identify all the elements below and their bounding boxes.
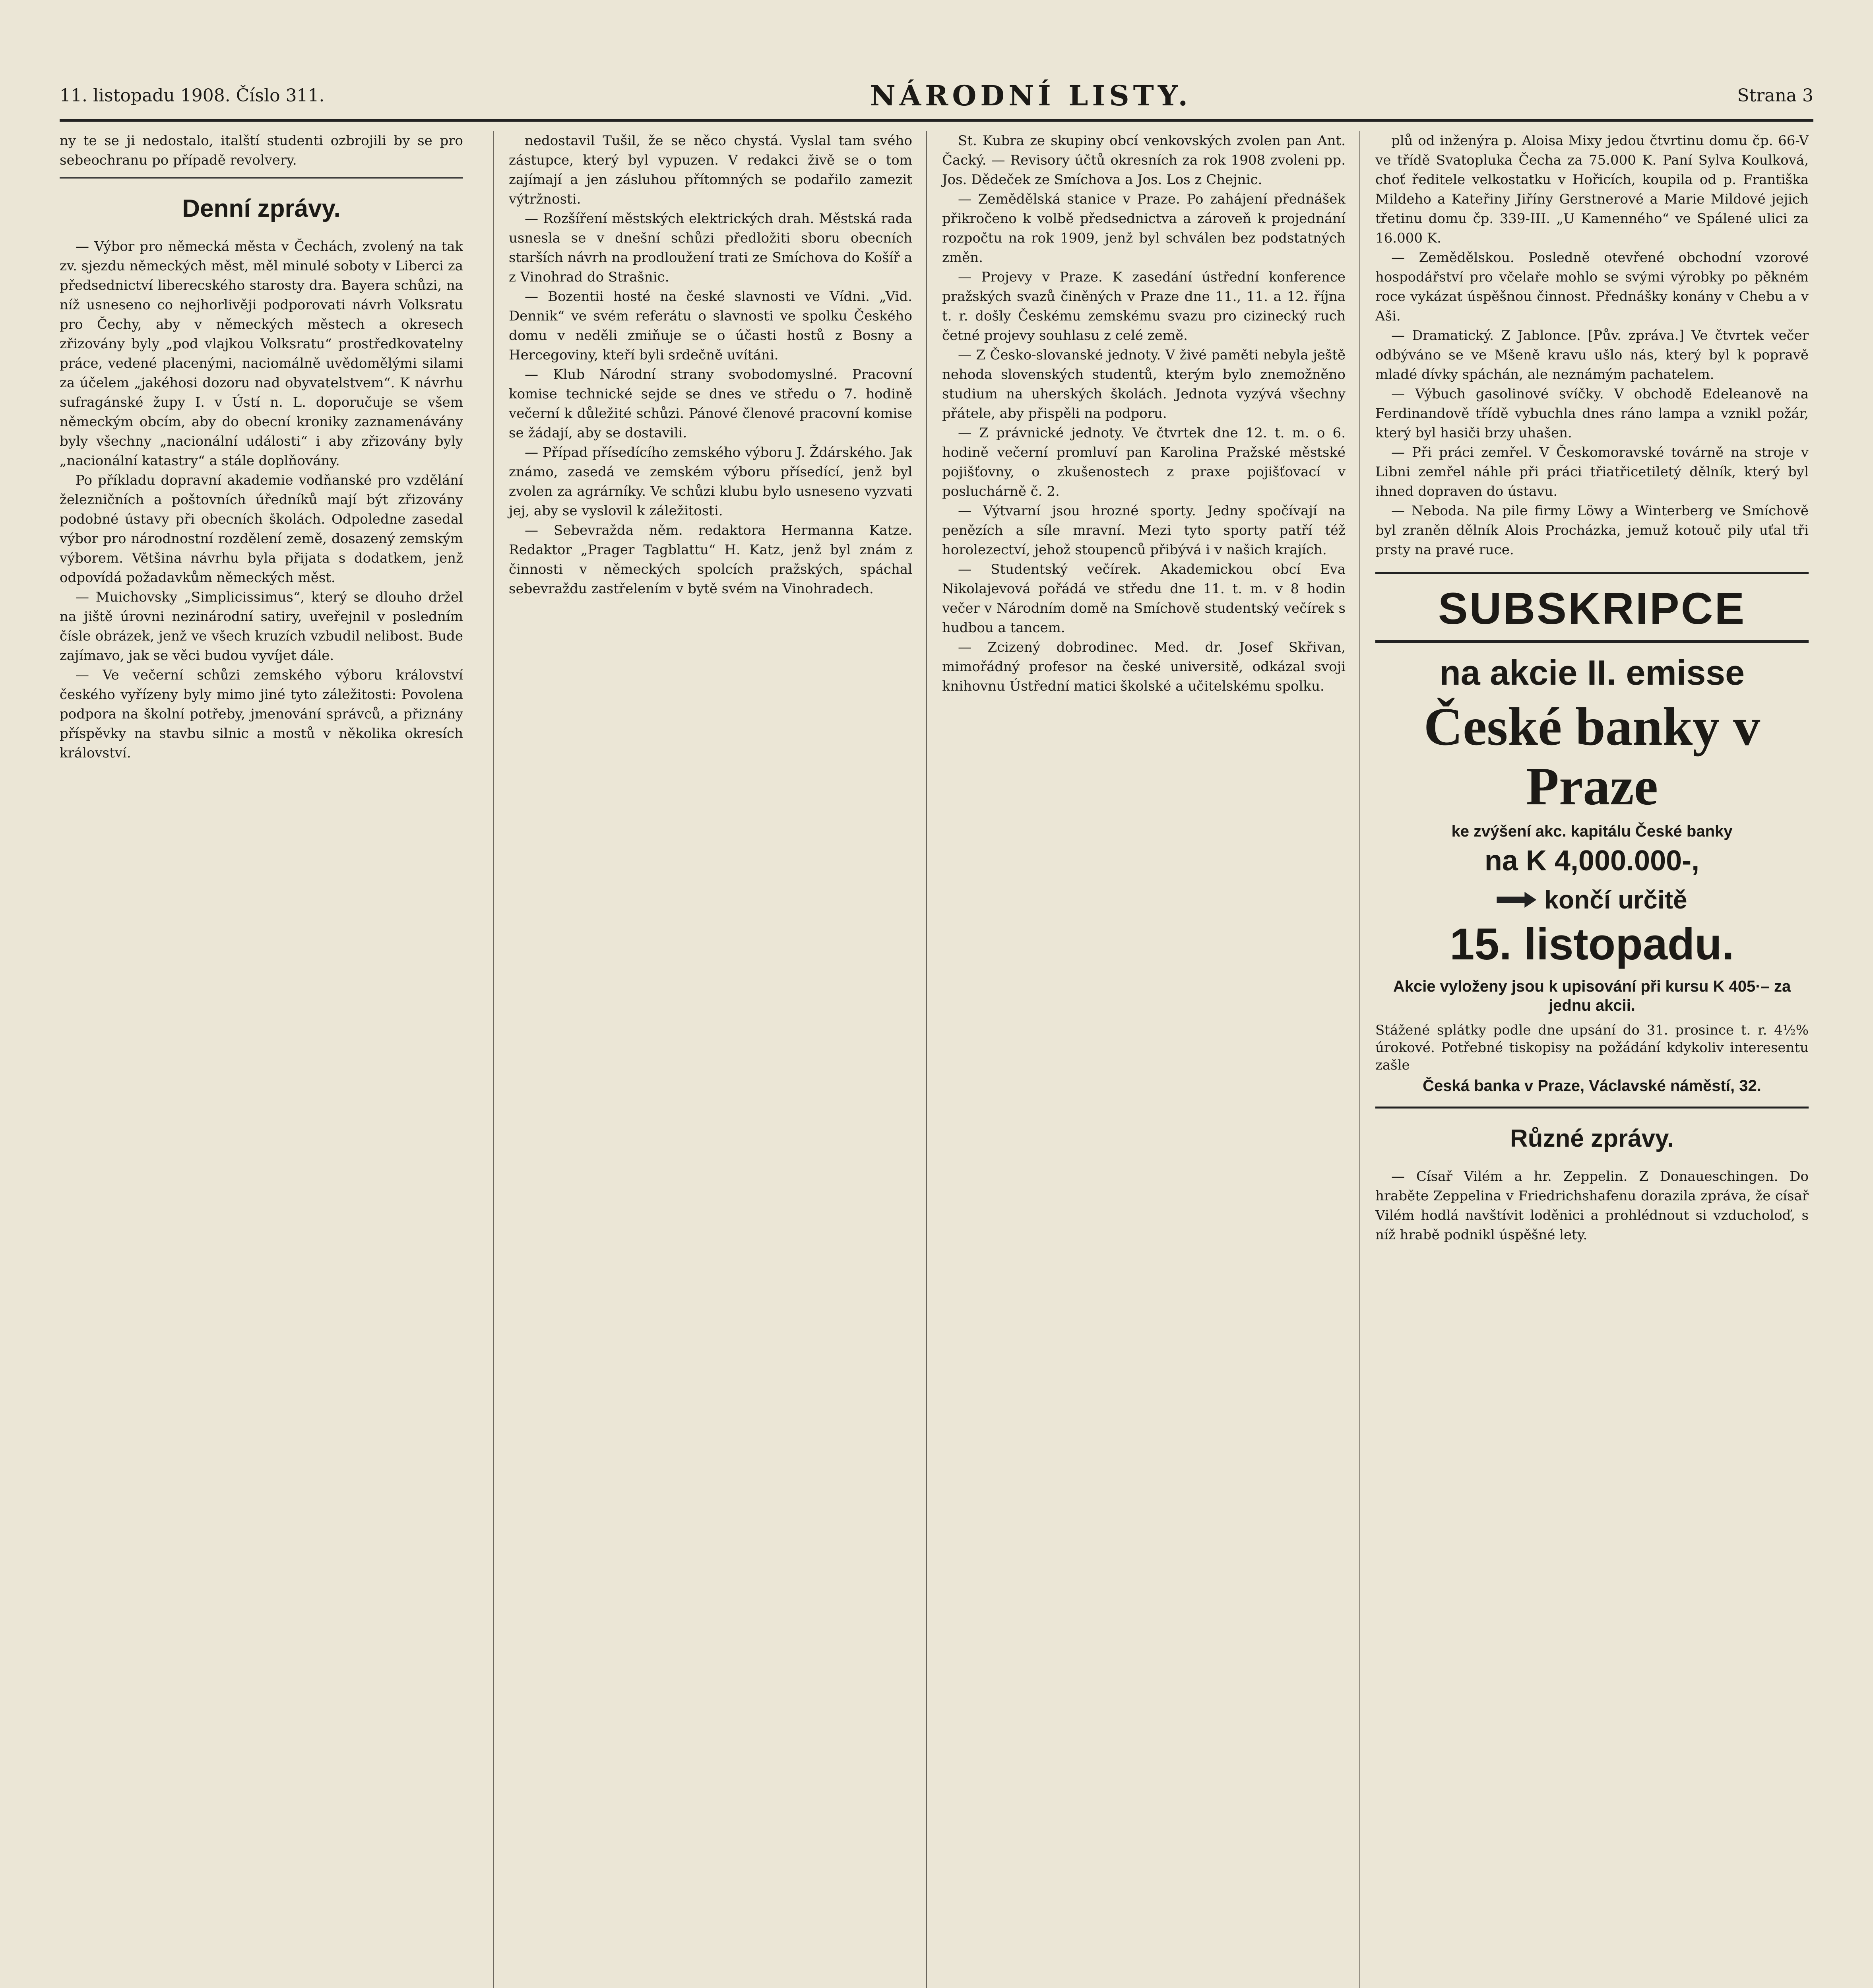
divider (60, 177, 463, 179)
article-paragraph: St. Kubra ze skupiny obcí venkovských zvolen pan Ant. Čacký. — Revisory účtů okresních za rok 1908 zvoleni pp. Jos. Dědeček ze Smíchova a Jos. Los z Chejnic. (942, 133, 1346, 188)
ad-deadline-text: končí určitě (1544, 885, 1687, 914)
subscription-advertisement (1375, 572, 1809, 1109)
article-paragraph: — Zemědělskou. Posledně otevřené obchodní vzorové hospodářství pro včelaře mohlo se svými výrobky po pěkném roce vykázat úspěšnou činnost. Přednášky konány v Chebu a v Aši. (1375, 250, 1809, 324)
article-paragraph: — Zemědělská stanice v Praze. Po zahájení přednášek přikročeno k volbě předsednictva a zároveň k projednání rozpočtu na rok 1909, jenž byl schválen bez podstatných změn. (942, 191, 1346, 266)
article-paragraph: — Zcizený dobrodinec. Med. dr. Josef Skřivan, mimořádný profesor na české universitě, odkázal svoji knihovnu Ústřední matici školské a učitelskému spolku. (942, 639, 1346, 694)
article-paragraph: — Dramatický. Z Jablonce. [Pův. zpráva.] Ve čtvrtek večer odbýváno se ve Mšeně kravu ušlo nás, který byl k popravě mladé dívky spáchán, ale neznámým pachatelem. (1375, 328, 1809, 382)
section-title-various-news: Různé zprávy. (1510, 1125, 1674, 1152)
ad-top-rule (1375, 572, 1809, 574)
ad-deadline-date: 15. listopadu. (1450, 919, 1734, 969)
pointing-hand-icon (1497, 892, 1536, 908)
ad-subtitle: na akcie II. emisse (1439, 653, 1745, 692)
ad-bank-address: Česká banka v Praze, Václavské náměstí, 32. (1423, 1077, 1761, 1095)
article-paragraph: — Muichovsky „Simplicissimus“, který se dlouho držel na jiště úrovni nezinárodní satiry, uveřejnil v posledním čísle obrázek, jenž ve všech kruzích vzbudil nelibost. Bude zajímavo, jak se věci budou vyvíjet dále. (60, 589, 463, 664)
ad-bottom-rule (1375, 1107, 1809, 1109)
article-paragraph: — Při práci zemřel. V Českomoravské továrně na stroje v Libni zemřel náhle při práci třiatřicetiletý dělník, který byl ihned dopraven do ústavu. (1375, 445, 1809, 499)
article-paragraph: plů od inženýra p. Aloisa Mixy jedou čtvrtinu domu čp. 66-V ve třídě Svatopluka Čecha za 75.000 K. Paní Sylva Koulková, choť ředitele velkostatku v Hořicích, koupila od p. Františka Mildeho a Kateřiny Jiříny Gerstnerové a Marie Mildové jejich třetinu domu čp. 339-III. „U Kamenného“ ve Spálené ulici za 16.000 K. (1375, 133, 1809, 246)
page-header (60, 72, 1813, 122)
ad-share-price: Akcie vyloženy jsou k upisování při kursu K 405·– za jednu akcii. (1393, 978, 1791, 1014)
ad-deadline-row (1375, 885, 1809, 914)
intro-paragraph: ny te se ji nedostalo, italští studenti ozbrojili by se pro sebeochranu po případě revolvery. (60, 133, 463, 168)
article-paragraph: — Klub Národní strany svobodomyslné. Pracovní komise technické sejde se dnes ve středu o 7. hodině večerní k důležité schůzi. Pánové členové pracovní komise se žádají, aby se dostavili. (509, 367, 912, 441)
section-title-daily-news: Denní zprávy. (182, 195, 341, 222)
ad-capital-note: ke zvýšení akc. kapitálu České banky (1451, 823, 1733, 840)
article-paragraph: — Císař Vilém a hr. Zeppelin. Z Donaueschingen. Do hraběte Zeppelina v Friedrichshafenu dorazila zpráva, že císař Vilém hodlá navštívit loděnici a prohlédnout si vzducholoď, s níž hrabě podnikl úspěšné lety. (1375, 1169, 1809, 1243)
page-number: Strana 3 (1737, 85, 1813, 106)
article-paragraph: — Ve večerní schůzi zemského výboru království českého vyřízeny byly mimo jiné tyto záležitosti: Povolena podpora na školní potřeby, jmenování správců, a přiznány příspěvky na stavbu silnic a mostů v několika okresích království. (60, 667, 463, 761)
article-paragraph: — Sebevražda něm. redaktora Hermanna Katze. Redaktor „Prager Tagblattu“ H. Katz, jenž byl znám z činnosti v německých spolcích pražských, spáchal sebevraždu zastřelením v bytě svém na Vinohradech. (509, 522, 912, 597)
article-paragraph: nedostavil Tušil, že se něco chystá. Vyslal tam svého zástupce, který byl vypuzen. V redakci živě se o tom zajímají a jen zásluhou přítomných se podařilo zamezit výtržnosti. (509, 133, 912, 207)
article-paragraph: — Z Česko-slovanské jednoty. V živé paměti nebyla ještě nehoda slovenských studentů, kterým bylo znemožněno studium na uherských školách. Jednota vyzývá všechny přátele, aby přispěli na podporu. (942, 347, 1346, 421)
issue-date: 11. listopadu 1908. Číslo 311. (60, 85, 325, 106)
article-paragraph: — Z právnické jednoty. Ve čtvrtek dne 12. t. m. o 6. hodině večerní promluví pan Karolina Pražské městské pojišťovny, o zkušenostech z praxe pojišťovací v posluchárně č. 2. (942, 425, 1346, 499)
column-1 (60, 131, 463, 1988)
column-2 (493, 131, 912, 1988)
columns (60, 131, 1813, 1988)
ad-title: SUBSKRIPCE (1375, 585, 1809, 643)
ad-note: Stážené splátky podle dne upsání do 31. prosince t. r. 4½% úrokové. Potřebné tiskopisy na požádání kdykoliv interesentu zašle (1375, 1022, 1809, 1073)
article-paragraph: — Neboda. Na pile firmy Löwy a Winterberg ve Smíchově byl zraněn dělník Alois Procházka, jemuž kotouč pily uťal tři prsty na pravé ruce. (1375, 503, 1809, 558)
column-3 (926, 131, 1346, 1988)
ad-amount: na K 4,000.000-, (1484, 845, 1700, 877)
article-paragraph: — Případ přísedícího zemského výboru J. Ždárského. Jak známo, zasedá ve zemském výboru přísedící, jenž byl zvolen za agrárníky. Ve schůzi klubu bylo usneseno vyzvati jej, aby se vyslovil k záležitosti. (509, 445, 912, 519)
column-4 (1359, 131, 1809, 1988)
ad-bank-name: České banky v Praze (1423, 697, 1761, 816)
masthead-title: NÁRODNÍ LISTY. (870, 79, 1192, 112)
article-paragraph: — Studentský večírek. Akademickou obcí Eva Nikolajevová pořádá ve středu dne 11. t. m. v 8 hodin večer v Národním domě na Smíchově studentský večírek s hudbou a tancem. (942, 561, 1346, 636)
article-paragraph: — Bozentii hosté na české slavnosti ve Vídni. „Vid. Dennik“ ve svém referátu o slavnosti ve spolku Českého domu v neděli zmiňuje se o účasti hostů z Bosny a Hercegoviny, kteří byli srdečně uvítáni. (509, 289, 912, 363)
article-paragraph: — Projevy v Praze. K zasedání ústřední konference pražských svazů činěných v Praze dne 11., 11. a 12. října t. r. došly Českému zemskému svazu pro cizinecký ruch četné projevy souhlasu z celé země. (942, 269, 1346, 344)
article-paragraph: — Výbor pro německá města v Čechách, zvolený na tak zv. sjezdu německých měst, měl minulé soboty v Liberci za předsednictví liberecského starosty dra. Bayera schůzi, na níž usneseno co nejhorlivěji podporovati návrh Volksratu pro Čechy, aby v německých městech a okresech zřizovány byly „pod vlajkou Volksratu“ prostředkovatelny práce, vedené placenými, naciomálně uvědomělými silami za účelem „jakéhosi dozoru nad obyvatelstvem“. K návrhu sufragánské župy I. v Ústí n. L. doporučuje se všem německým obcím, aby do obecní kroniky zaznamenávány byly všechny „nacionální události“ i aby zřizovány byly „nacionální katastry“ a stále doplňovány. (60, 239, 463, 469)
article-paragraph: — Výbuch gasolinové svíčky. V obchodě Edeleanově na Ferdinandově třídě vybuchla dnes ráno lampa a vznikl požár, který byl hasiči brzy uhašen. (1375, 386, 1809, 441)
article-paragraph: Po příkladu dopravní akademie vodňanské pro vzdělání železničních a poštovních úředníků mají být zřizovány podobné ústavy při obecních školách. Odpoledne zasedal výbor pro národnostní rozdělení země, dosazený zemským výborem. Většina návrhu byla přijata s dodatkem, jenž odpovídá požadavkům německých měst. (60, 472, 463, 586)
article-paragraph: — Výtvarní jsou hrozné sporty. Jedny spočívají na penězích a síle mravní. Mezi tyto sporty patří též horolezectví, jehož stoupenců přibývá i v našich krajích. (942, 503, 1346, 558)
article-paragraph: — Rozšíření městských elektrických drah. Městská rada usnesla se v dnešní schůzi předložiti sboru obecních starších návrh na prodloužení trati ze Smíchova do Košíř a z Vinohrad do Strašnic. (509, 211, 912, 285)
